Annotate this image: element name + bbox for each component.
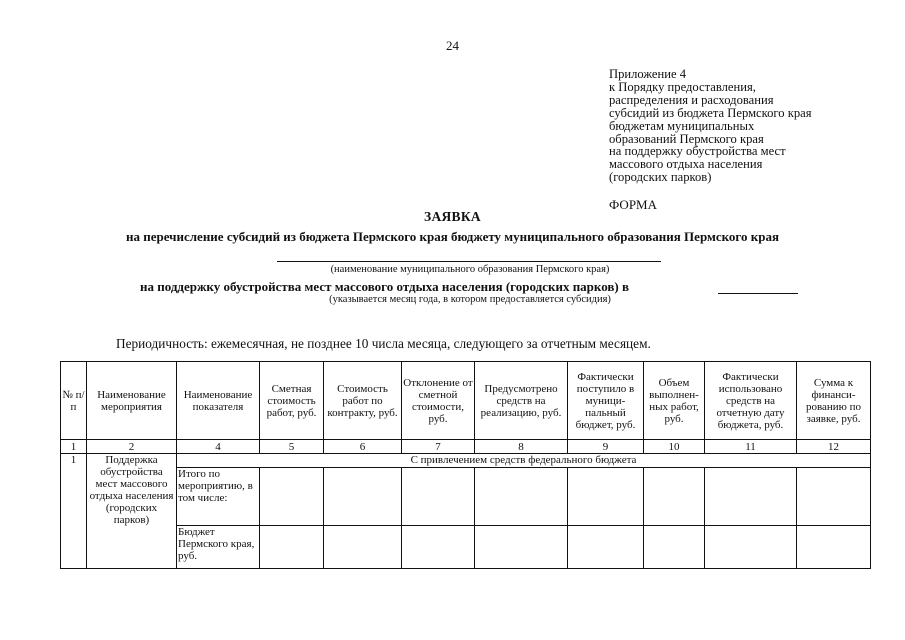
header-cell: Фактически поступило в муници-пальный бюджет, руб. xyxy=(568,362,644,440)
column-number: 4 xyxy=(177,440,260,454)
municipality-blank-line xyxy=(277,261,661,262)
appendix-line: Приложение 4 xyxy=(609,67,687,81)
appendix-line: (городских парков) xyxy=(609,170,712,185)
value-cell xyxy=(402,468,475,526)
periodicity-note: Периодичность: ежемесячная, не позднее 10 числа месяца, следующего за отчетным месяцем. xyxy=(116,336,651,351)
table-row xyxy=(61,468,871,526)
header-cell: Стоимость работ по контракту, руб. xyxy=(324,362,402,440)
column-number: 10 xyxy=(644,440,705,454)
value-cell xyxy=(260,526,324,569)
section-label: С привлечением средств федерального бюджета xyxy=(177,454,871,468)
document-title: ЗАЯВКА xyxy=(424,209,481,224)
table-header-row xyxy=(61,362,871,440)
table-row xyxy=(61,454,871,468)
header-cell: Сумма к финанси-рованию по заявке, руб. xyxy=(797,362,871,440)
appendix-block xyxy=(609,68,899,184)
value-cell xyxy=(324,468,402,526)
column-number: 12 xyxy=(797,440,871,454)
value-cell xyxy=(475,526,568,569)
value-cell xyxy=(568,526,644,569)
table-row xyxy=(61,526,871,569)
indicator-cell: Бюджет Пермского края, руб. xyxy=(177,526,260,569)
row-number: 1 xyxy=(61,454,87,569)
document-subtitle: на перечисление субсидий из бюджета Пермского края бюджету муниципального образования Пермского края xyxy=(125,229,779,244)
header-cell: Фактически использовано средств на отчетную дату бюджета, руб. xyxy=(705,362,797,440)
appendix-line: массового отдыха населения xyxy=(609,157,763,172)
value-cell xyxy=(705,526,797,569)
value-cell xyxy=(475,468,568,526)
column-number: 9 xyxy=(568,440,644,454)
column-number: 1 xyxy=(61,440,87,454)
value-cell xyxy=(568,468,644,526)
application-table xyxy=(60,361,871,569)
column-number: 6 xyxy=(324,440,402,454)
municipality-caption: (наименование муниципального образования Пермского края) xyxy=(330,264,610,275)
indicator-cell: Итого по мероприятию, в том числе: xyxy=(177,468,260,526)
appendix-line: на поддержку обустройства мест xyxy=(609,144,786,159)
value-cell xyxy=(705,468,797,526)
header-cell: № п/п xyxy=(61,362,87,440)
event-name: Поддержка обустройства мест массового отдыха населения (городских парков) xyxy=(87,454,177,569)
column-number: 7 xyxy=(402,440,475,454)
purpose-line: на поддержку обустройства мест массового отдыха населения (городских парков) в xyxy=(140,279,630,294)
header-cell: Объем выполнен-ных работ, руб. xyxy=(644,362,705,440)
appendix-line: к Порядку предоставления, xyxy=(609,79,756,94)
column-number: 11 xyxy=(705,440,797,454)
form-label: ФОРМА xyxy=(609,197,657,212)
header-cell: Наименование мероприятия xyxy=(87,362,177,440)
month-caption: (указывается месяц года, в котором предоставляется субсидия) xyxy=(329,294,611,305)
value-cell xyxy=(324,526,402,569)
header-cell: Отклонение от сметной стоимости, руб. xyxy=(402,362,475,440)
value-cell xyxy=(402,526,475,569)
value-cell xyxy=(797,468,871,526)
appendix-line: распределения и расходования xyxy=(609,92,774,107)
column-number: 5 xyxy=(260,440,324,454)
appendix-line: субсидий из бюджета Пермского края xyxy=(609,105,812,120)
column-number: 2 xyxy=(87,440,177,454)
header-cell: Предусмотрено средств на реализацию, руб. xyxy=(475,362,568,440)
page-number: 24 xyxy=(446,38,459,53)
appendix-line: бюджетам муниципальных xyxy=(609,118,755,133)
value-cell xyxy=(644,468,705,526)
appendix-line: образований Пермского края xyxy=(609,131,764,146)
header-cell: Сметная стоимость работ, руб. xyxy=(260,362,324,440)
value-cell xyxy=(644,526,705,569)
value-cell xyxy=(797,526,871,569)
header-cell: Наименование показателя xyxy=(177,362,260,440)
column-number-row xyxy=(61,440,871,454)
value-cell xyxy=(260,468,324,526)
column-number: 8 xyxy=(475,440,568,454)
